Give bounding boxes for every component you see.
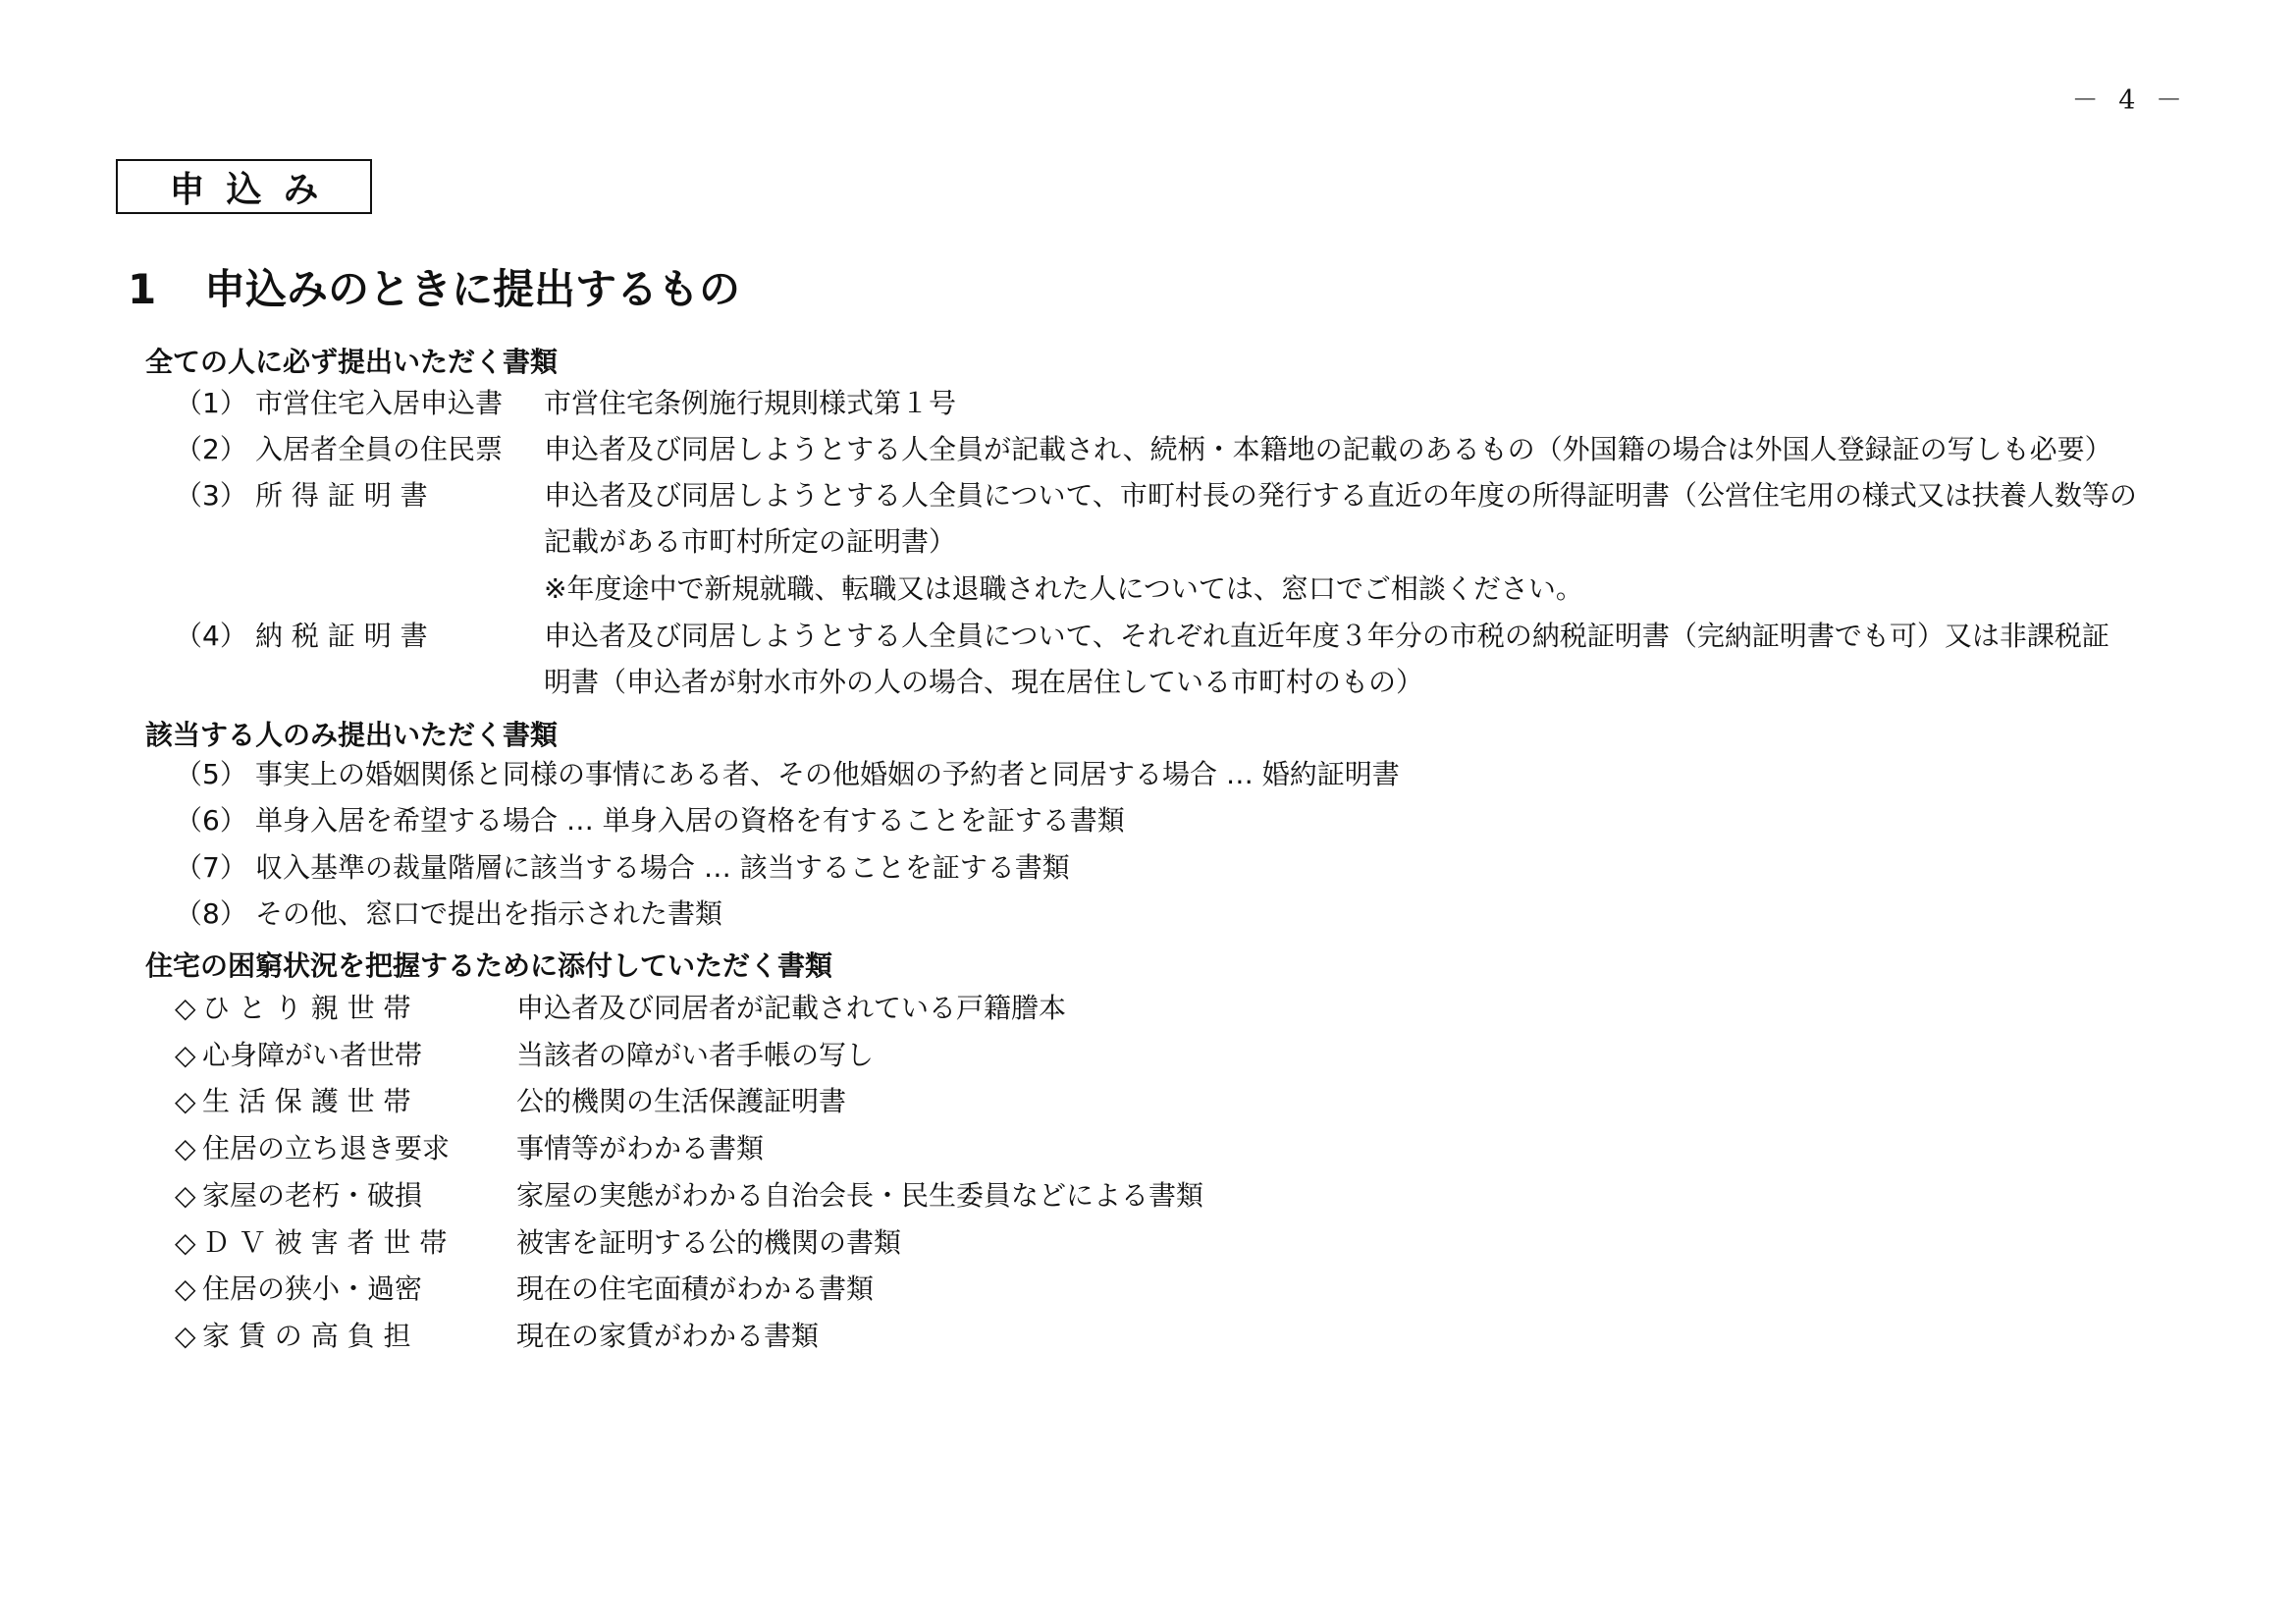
list-item bbox=[175, 1032, 875, 1079]
item-description: 公的機関の生活保護証明書 bbox=[516, 1085, 847, 1117]
group-title-required: 全ての人に必ず提出いただく書類 bbox=[145, 346, 559, 378]
item-number: （4） bbox=[175, 620, 247, 652]
item-label: 市営住宅入居申込書 bbox=[255, 387, 504, 419]
diamond-icon: ◇ bbox=[175, 1226, 196, 1259]
item-label: Ｄ Ｖ 被 害 者 世 帯 bbox=[202, 1226, 448, 1259]
list-item bbox=[175, 844, 1070, 892]
list-item bbox=[175, 1266, 875, 1313]
diamond-icon: ◇ bbox=[175, 1179, 196, 1212]
item-description: 申込者及び同居しようとする人全員について、それぞれ直近年度３年分の市税の納税証明書（完納証明書でも可）又は非課税証 bbox=[544, 620, 2109, 652]
diamond-icon: ◇ bbox=[175, 1320, 196, 1352]
item-description: 現在の住宅面積がわかる書類 bbox=[516, 1272, 875, 1305]
item-label: 住居の立ち退き要求 bbox=[202, 1132, 451, 1164]
item-text: 単身入居を希望する場合 … 単身入居の資格を有することを証する書類 bbox=[255, 804, 1125, 837]
item-description: 現在の家賃がわかる書類 bbox=[516, 1320, 820, 1352]
item-number: （1） bbox=[175, 387, 247, 419]
item-description: 被害を証明する公的機関の書類 bbox=[516, 1226, 902, 1259]
diamond-icon: ◇ bbox=[175, 1085, 196, 1117]
list-item bbox=[175, 1078, 847, 1125]
item-label: 家 賃 の 高 負 担 bbox=[202, 1320, 411, 1352]
item-text: 収入基準の裁量階層に該当する場合 … 該当することを証する書類 bbox=[255, 851, 1070, 884]
heading-text: 申込みのときに提出するもの bbox=[204, 265, 741, 313]
item-text: その他、窓口で提出を指示された書類 bbox=[255, 897, 723, 930]
item-label: 生 活 保 護 世 帯 bbox=[202, 1085, 411, 1117]
list-item bbox=[175, 1172, 1204, 1219]
item-label: 所 得 証 明 書 bbox=[255, 479, 428, 512]
item-description: 家屋の実態がわかる自治会長・民生委員などによる書類 bbox=[516, 1179, 1204, 1212]
item-description: 申込者及び同居しようとする人全員が記載され、続柄・本籍地の記載のあるもの（外国籍の場合は外国人登録証の写しも必要） bbox=[544, 433, 2112, 465]
item-text: 事実上の婚姻関係と同様の事情にある者、その他婚姻の予約者と同居する場合 … 婚約証明書 bbox=[255, 758, 1400, 790]
item-label: 心身障がい者世帯 bbox=[202, 1039, 423, 1071]
list-item bbox=[175, 985, 1067, 1032]
item-number: （2） bbox=[175, 433, 247, 465]
diamond-icon: ◇ bbox=[175, 1132, 196, 1164]
item-number: （3） bbox=[175, 479, 247, 512]
list-item bbox=[175, 797, 1125, 844]
item-description: 申込者及び同居しようとする人全員について、市町村長の発行する直近の年度の所得証明書（公営住宅用の様式又は扶養人数等の bbox=[544, 479, 2137, 512]
list-item bbox=[175, 472, 2137, 519]
list-item bbox=[175, 1219, 902, 1267]
list-item bbox=[175, 1125, 765, 1172]
section-title-box: 申込み bbox=[116, 159, 372, 214]
item-number: （6） bbox=[175, 804, 247, 837]
list-item bbox=[175, 751, 1400, 798]
diamond-icon: ◇ bbox=[175, 1272, 196, 1305]
item-label: 納 税 証 明 書 bbox=[255, 620, 428, 652]
list-item bbox=[175, 426, 2112, 473]
item-number: （5） bbox=[175, 758, 247, 790]
item-label: 住居の狭小・過密 bbox=[202, 1272, 423, 1305]
item-description: 申込者及び同居者が記載されている戸籍謄本 bbox=[516, 992, 1067, 1024]
main-heading bbox=[128, 257, 740, 316]
item-label: 入居者全員の住民票 bbox=[255, 433, 504, 465]
list-item bbox=[175, 1313, 820, 1360]
item-description: 当該者の障がい者手帳の写し bbox=[516, 1039, 875, 1071]
diamond-icon: ◇ bbox=[175, 1039, 196, 1071]
item-number: （7） bbox=[175, 851, 247, 884]
heading-number: 1 bbox=[128, 265, 157, 313]
item-description: 事情等がわかる書類 bbox=[516, 1132, 765, 1164]
list-item bbox=[175, 380, 957, 427]
list-item bbox=[175, 613, 2109, 660]
list-item bbox=[175, 891, 722, 938]
diamond-icon: ◇ bbox=[175, 992, 196, 1024]
item-label: 家屋の老朽・破損 bbox=[202, 1179, 423, 1212]
item-description-continued: 明書（申込者が射水市外の人の場合、現在居住している市町村のもの） bbox=[544, 666, 1424, 698]
item-description-continued: 記載がある市町村所定の証明書） bbox=[544, 525, 957, 558]
item-note: ※年度途中で新規就職、転職又は退職された人については、窓口でご相談ください。 bbox=[544, 572, 1583, 605]
page-number: － 4 － bbox=[2071, 85, 2188, 116]
group-title-hardship: 住宅の困窮状況を把握するために添付していただく書類 bbox=[145, 949, 833, 982]
group-title-applicable: 該当する人のみ提出いただく書類 bbox=[145, 719, 559, 751]
item-label: ひ と り 親 世 帯 bbox=[202, 992, 411, 1024]
item-description: 市営住宅条例施行規則様式第１号 bbox=[544, 387, 957, 419]
item-number: （8） bbox=[175, 897, 247, 930]
